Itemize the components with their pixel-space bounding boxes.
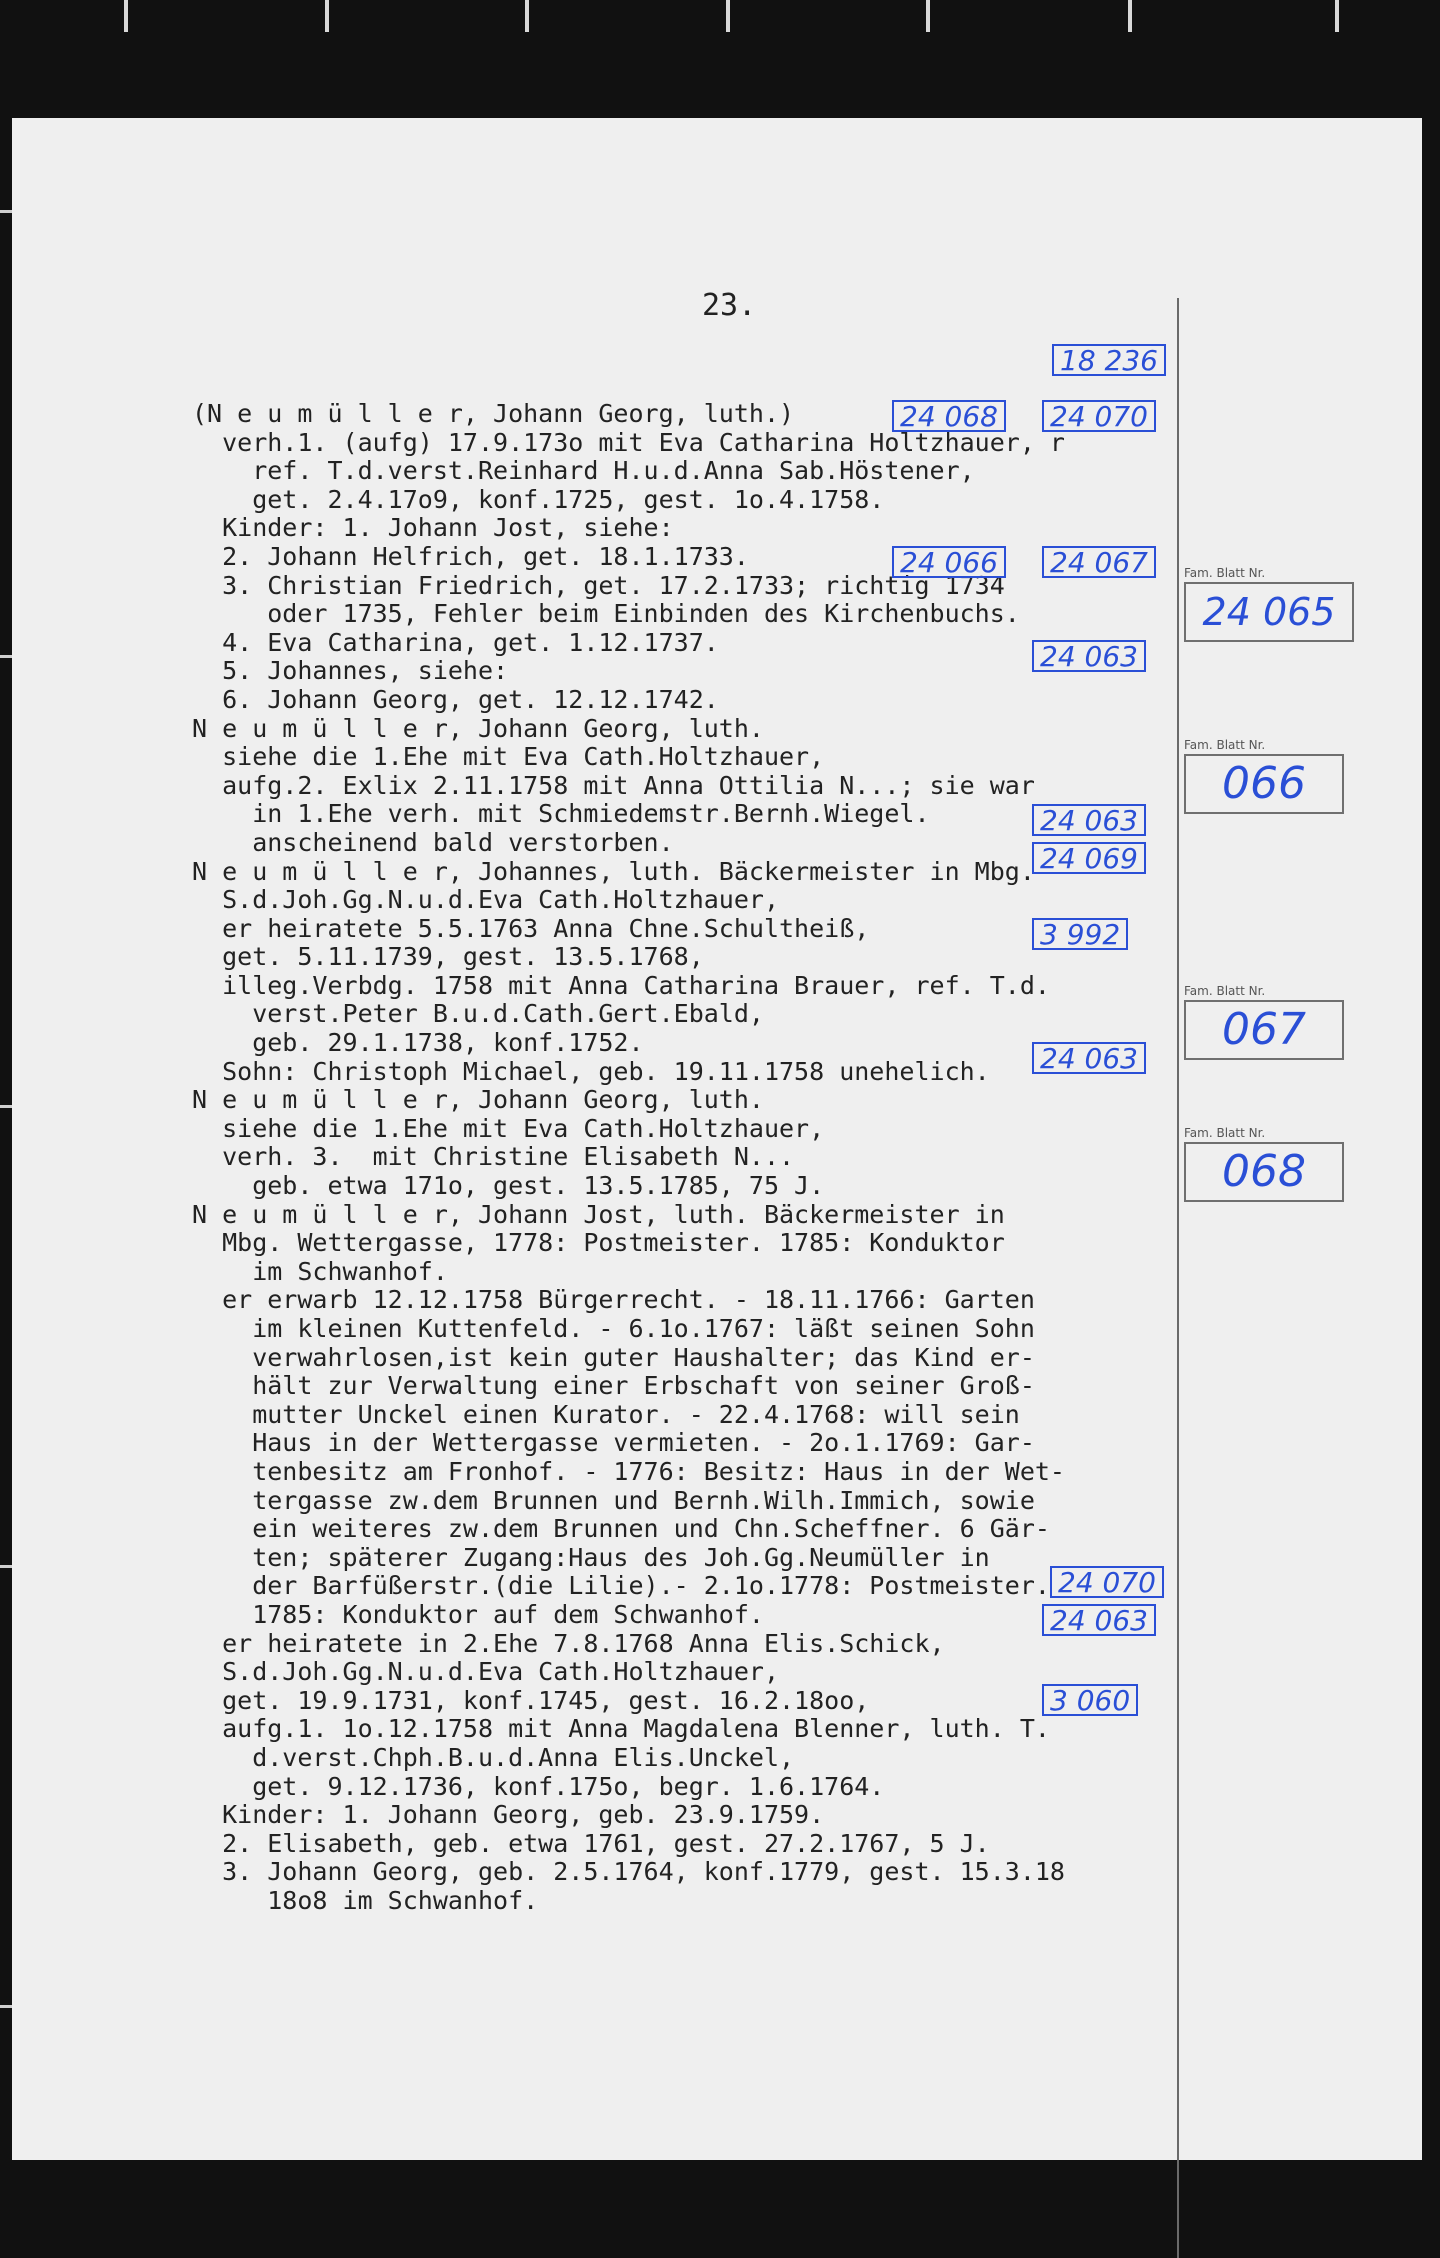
handwritten-ref: 18 236 [1052,344,1166,376]
film-tick [124,0,128,32]
text-line: geb. etwa 171o, gest. 13.5.1785, 75 J. [192,1171,825,1201]
text-line: N e u m ü l l e r, Johann Jost, luth. Bäckermeister in [192,1199,1005,1229]
text-line: ten; späterer Zugang:Haus des Joh.Gg.Neumüller in [192,1542,990,1572]
text-line: get. 19.9.1731, konf.1745, gest. 16.2.18oo, [192,1685,870,1715]
text-line: d.verst.Chph.B.u.d.Anna Elis.Unckel, [192,1742,795,1772]
page-number: 23. [702,288,757,323]
text-line: S.d.Joh.Gg.N.u.d.Eva Cath.Holtzhauer, [192,1657,779,1687]
fam-card [1184,738,1354,814]
text-line: verst.Peter B.u.d.Cath.Gert.Ebald, [192,999,764,1029]
text-line: er heiratete in 2.Ehe 7.8.1768 Anna Elis.Schick, [192,1628,945,1658]
text-line: geb. 29.1.1738, konf.1752. [192,1028,644,1058]
text-line: Mbg. Wettergasse, 1778: Postmeister. 1785: Konduktor [192,1228,1005,1258]
handwritten-ref: 24 069 [1032,842,1146,874]
fam-card [1184,984,1354,1060]
text-line: verh.1. (aufg) 17.9.173o mit Eva Catharina Holtzhauer, r [192,427,1065,457]
margin-mark [0,1105,12,1108]
text-line: 18o8 im Schwanhof. [192,1885,539,1915]
handwritten-ref: 24 063 [1032,804,1146,836]
text-line: (N e u m ü l l e r, Johann Georg, luth.) [192,399,795,428]
fam-card-number: 067 [1184,1000,1344,1060]
margin-mark [0,655,12,658]
fam-card-label: Fam. Blatt Nr. [1184,566,1266,580]
text-line: verwahrlosen,ist kein guter Haushalter; das Kind er- [192,1342,1035,1372]
text-line: get. 2.4.17o9, konf.1725, gest. 1o.4.1758. [192,484,885,514]
film-strip-top [0,0,1440,40]
film-tick [525,0,529,32]
text-line: tergasse zw.dem Brunnen und Bernh.Wilh.Immich, sowie [192,1485,1035,1515]
film-tick [926,0,930,32]
text-line: 5. Johannes, siehe: [192,656,509,686]
text-line: Haus in der Wettergasse vermieten. - 2o.1.1769: Gar- [192,1428,1035,1458]
fam-card [1184,1126,1354,1202]
fam-card-number: 066 [1184,754,1344,814]
text-line: Kinder: 1. Johann Georg, geb. 23.9.1759. [192,1800,825,1830]
margin-mark [0,210,12,213]
margin-mark [0,1565,12,1568]
text-line: mutter Unckel einen Kurator. - 22.4.1768: will sein [192,1399,1020,1429]
text-line: Kinder: 1. Johann Jost, siehe: [192,513,674,543]
text-line: 2. Elisabeth, geb. etwa 1761, gest. 27.2.1767, 5 J. [192,1828,990,1858]
film-tick [1335,0,1339,32]
text-line: illeg.Verbdg. 1758 mit Anna Catharina Brauer, ref. T.d. [192,970,1050,1000]
fam-card-label: Fam. Blatt Nr. [1184,984,1266,998]
handwritten-ref: 24 063 [1042,1604,1156,1636]
fam-card [1184,566,1359,642]
text-line: der Barfüßerstr.(die Lilie).- 2.1o.1778: Postmeister. [192,1571,1050,1601]
handwritten-ref: 24 063 [1032,640,1146,672]
fam-card-label: Fam. Blatt Nr. [1184,738,1266,752]
handwritten-ref: 24 066 [892,546,1006,578]
text-line: siehe die 1.Ehe mit Eva Cath.Holtzhauer, [192,742,825,772]
text-line: anscheinend bald verstorben. [192,827,674,857]
text-line: tenbesitz am Fronhof. - 1776: Besitz: Haus in der Wet- [192,1456,1065,1486]
text-line: hält zur Verwaltung einer Erbschaft von seiner Groß- [192,1371,1035,1401]
text-line: Sohn: Christoph Michael, geb. 19.11.1758 unehelich. [192,1056,990,1086]
text-line: in 1.Ehe verh. mit Schmiedemstr.Bernh.Wiegel. [192,799,930,829]
text-line: aufg.1. 1o.12.1758 mit Anna Magdalena Blenner, luth. T. [192,1714,1050,1744]
text-line: im kleinen Kuttenfeld. - 6.1o.1767: läßt seinen Sohn [192,1314,1035,1343]
film-tick [1128,0,1132,32]
text-line: 6. Johann Georg, get. 12.12.1742. [192,684,719,714]
text-line: aufg.2. Exlix 2.11.1758 mit Anna Ottilia N...; sie war [192,770,1035,800]
text-line: oder 1735, Fehler beim Einbinden des Kirchenbuchs. [192,599,1020,629]
text-line: N e u m ü l l e r, Johann Georg, luth. [192,1085,764,1115]
fam-card-label: Fam. Blatt Nr. [1184,1126,1266,1140]
text-line: 3. Christian Friedrich, get. 17.2.1733; richtig 1734 [192,570,1005,600]
text-line: im Schwanhof. [192,1256,448,1286]
text-line: N e u m ü l l e r, Johannes, luth. Bäckermeister in Mbg. [192,856,1035,886]
text-line: er heiratete 5.5.1763 Anna Chne.Schultheiß, [192,913,870,943]
fam-card-number: 24 065 [1184,582,1354,642]
text-line: er erwarb 12.12.1758 Bürgerrecht. - 18.11.1766: Garten [192,1285,1035,1315]
film-tick [325,0,329,32]
text-line: 1785: Konduktor auf dem Schwanhof. [192,1599,764,1629]
handwritten-ref: 24 070 [1042,400,1156,432]
document-page [12,118,1422,2160]
text-line: 3. Johann Georg, geb. 2.5.1764, konf.1779, gest. 15.3.18 [192,1857,1065,1887]
text-line: ein weiteres zw.dem Brunnen und Chn.Scheffner. 6 Gär- [192,1514,1050,1544]
handwritten-ref: 24 070 [1050,1566,1164,1598]
handwritten-ref: 3 060 [1042,1684,1138,1716]
text-line: siehe die 1.Ehe mit Eva Cath.Holtzhauer, [192,1113,825,1143]
text-line: 2. Johann Helfrich, get. 18.1.1733. [192,541,749,571]
text-line: S.d.Joh.Gg.N.u.d.Eva Cath.Holtzhauer, [192,885,779,915]
text-line: get. 9.12.1736, konf.175o, begr. 1.6.1764. [192,1771,885,1801]
handwritten-ref: 24 068 [892,400,1006,432]
film-tick [726,0,730,32]
text-line: verh. 3. mit Christine Elisabeth N... [192,1142,795,1172]
text-line: N e u m ü l l e r, Johann Georg, luth. [192,713,764,743]
text-line: get. 5.11.1739, gest. 13.5.1768, [192,942,704,972]
handwritten-ref: 24 067 [1042,546,1156,578]
handwritten-ref: 24 063 [1032,1042,1146,1074]
fam-card-number: 068 [1184,1142,1344,1202]
text-line: 4. Eva Catharina, get. 1.12.1737. [192,627,719,657]
handwritten-ref: 3 992 [1032,918,1128,950]
text-line: ref. T.d.verst.Reinhard H.u.d.Anna Sab.Höstener, [192,456,975,486]
margin-mark [0,2005,12,2008]
